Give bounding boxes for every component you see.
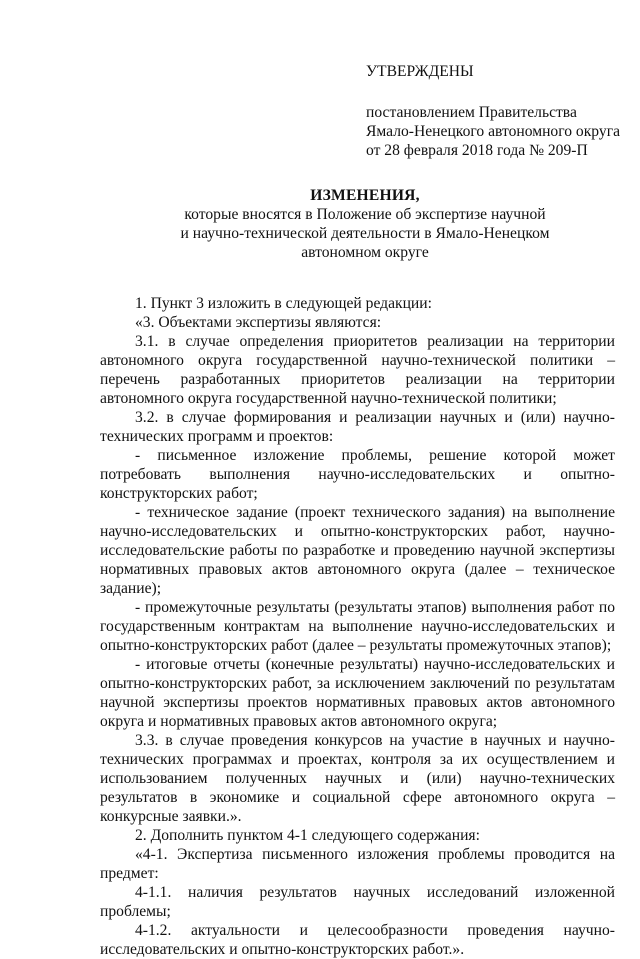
paragraph-7: - промежуточные результаты (результаты этапов) выполнения работ по государственным контрактам на выполнение научно-исследовательских и опытно-конструкторских работ (далее – результаты промежуточных этапов);	[100, 599, 615, 654]
document-subtitle-line-3: автономном округе	[301, 244, 429, 261]
document-subtitle-line-2: и научно-технической деятельности в Ямало-Ненецком	[180, 225, 550, 242]
document-subtitle-line-1: которые вносятся в Положение об экспертизе научной	[184, 206, 546, 223]
approval-line-2: Ямало-Ненецкого автономного округа	[366, 123, 621, 140]
document-title: ИЗМЕНЕНИЯ,	[310, 187, 420, 204]
paragraph-10: 2. Дополнить пунктом 4-1 следующего содержания:	[135, 827, 480, 844]
paragraph-2: «3. Объектами экспертизы являются:	[135, 314, 382, 331]
paragraph-4: 3.2. в случае формирования и реализации научных и (или) научно-технических программ и проектов:	[100, 409, 615, 445]
document-title-block	[100, 186, 630, 262]
approval-stamp	[366, 62, 626, 160]
paragraph-6: - техническое задание (проект технического задания) на выполнение научно-исследовательских и опытно-конструкторских работ, научно-исследовательские работы по разработке и проведению научной экспертизы нормативных правовых актов автономного округа (далее – техническое задание);	[100, 504, 615, 597]
paragraph-3: 3.1. в случае определения приоритетов реализации на территории автономного округа государственной научно-технической политики – перечень разработанных приоритетов реализации на территории автономного округа государственной научно-технической политики;	[100, 333, 615, 407]
paragraph-8: - итоговые отчеты (конечные результаты) научно-исследовательских и опытно-конструкторских работ, за исключением заключений по результатам научной экспертизы проектов нормативных правовых актов автономного округа и нормативных правовых актов автономного округа;	[100, 656, 615, 730]
paragraph-11: «4-1. Экспертиза письменного изложения проблемы проводится на предмет:	[100, 846, 615, 882]
document-body	[100, 294, 615, 959]
paragraph-12: 4-1.1. наличия результатов научных исследований изложенной проблемы;	[100, 884, 615, 920]
paragraph-5: - письменное изложение проблемы, решение которой может потребовать выполнения научно-исследовательских и опытно-конструкторских работ;	[100, 447, 615, 502]
approval-line-1: постановлением Правительства	[366, 104, 577, 121]
approval-line-3: от 28 февраля 2018 года № 209-П	[366, 142, 588, 159]
paragraph-1: 1. Пункт 3 изложить в следующей редакции:	[135, 295, 432, 312]
paragraph-9: 3.3. в случае проведения конкурсов на участие в научных и научно-технических программах и проектах, контроля за их осуществлением и использованием полученных научных и (или) научно-технических результатов в экономике и социальной сфере автономного округа – конкурсные заявки.».	[100, 732, 615, 825]
approval-heading: УТВЕРЖДЕНЫ	[366, 63, 474, 80]
paragraph-13: 4-1.2. актуальности и целесообразности проведения научно-исследовательских и опытно-конструкторских работ.».	[100, 922, 615, 958]
